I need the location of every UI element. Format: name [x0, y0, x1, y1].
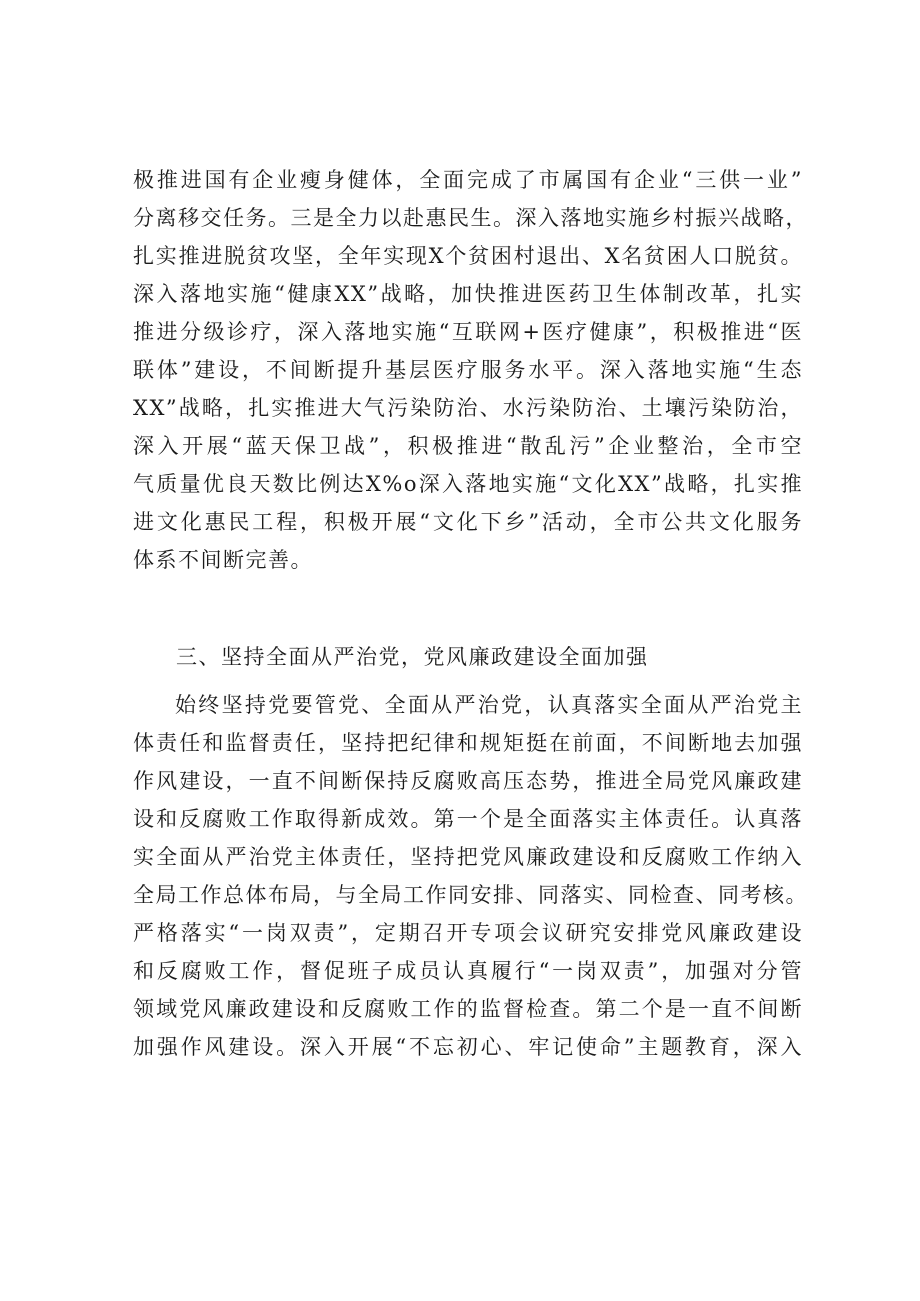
text-line: 严格落实“一岗双责”，定期召开专项会议研究安排党风廉政建设 [133, 921, 803, 945]
text-line: 体责任和监督责任，坚持把纪律和规矩挺在前面，不间断地去加强 [133, 731, 803, 755]
paragraph [133, 686, 808, 1066]
text-line: 作风建设，一直不间断保持反腐败高压态势，推进全局党风廉政建 [133, 769, 803, 793]
text-line: 深入落地实施“健康XX”战略，加快推进医药卫生体制改革，扎实 [133, 282, 803, 306]
paragraph [133, 161, 808, 579]
text-line: 始终坚持党要管党、全面从严治党，认真落实全面从严治党主 [175, 693, 803, 717]
text-line: 推进分级诊疗，深入落地实施“互联网+医疗健康”，积极推进“医 [133, 320, 803, 344]
text-line: 实全面从严治党主体责任，坚持把党风廉政建设和反腐败工作纳入 [133, 845, 803, 869]
text-line: 全局工作总体布局，与全局工作同安排、同落实、同检查、同考核。 [133, 883, 808, 907]
text-line: 设和反腐败工作取得新成效。第一个是全面落实主体责任。认真落 [133, 807, 803, 831]
text-line: 和反腐败工作，督促班子成员认真履行“一岗双责”，加强对分管 [133, 959, 803, 983]
text-line: 深入开展“蓝天保卫战”，积极推进“散乱污”企业整治，全市空 [133, 434, 803, 458]
body-paragraph-1 [133, 161, 808, 579]
section-heading: 三、坚持全面从严治党，党风廉政建设全面加强 [176, 645, 649, 669]
text-line: 联体”建设，不间断提升基层医疗服务水平。深入落地实施“生态 [133, 358, 803, 382]
body-paragraph-2 [133, 686, 808, 1066]
text-line: 体系不间断完善。 [133, 548, 313, 572]
text-line: 极推进国有企业瘦身健体，全面完成了市属国有企业“三供一业” [133, 168, 803, 192]
text-line: 扎实推进脱贫攻坚，全年实现X个贫困村退出、X名贫困人口脱贫。 [133, 244, 803, 268]
text-line: 气质量优良天数比例达X%o深入落地实施“文化XX”战略，扎实推 [133, 472, 803, 496]
text-line: XX”战略，扎实推进大气污染防治、水污染防治、土壤污染防治， [133, 396, 803, 420]
text-line: 领域党风廉政建设和反腐败工作的监督检查。第二个是一直不间断 [133, 997, 803, 1021]
text-line: 分离移交任务。三是全力以赴惠民生。深入落地实施乡村振兴战略， [133, 206, 808, 230]
text-line: 进文化惠民工程，积极开展“文化下乡”活动，全市公共文化服务 [133, 510, 803, 534]
text-line: 加强作风建设。深入开展“不忘初心、牢记使命”主题教育，深入 [133, 1035, 803, 1059]
